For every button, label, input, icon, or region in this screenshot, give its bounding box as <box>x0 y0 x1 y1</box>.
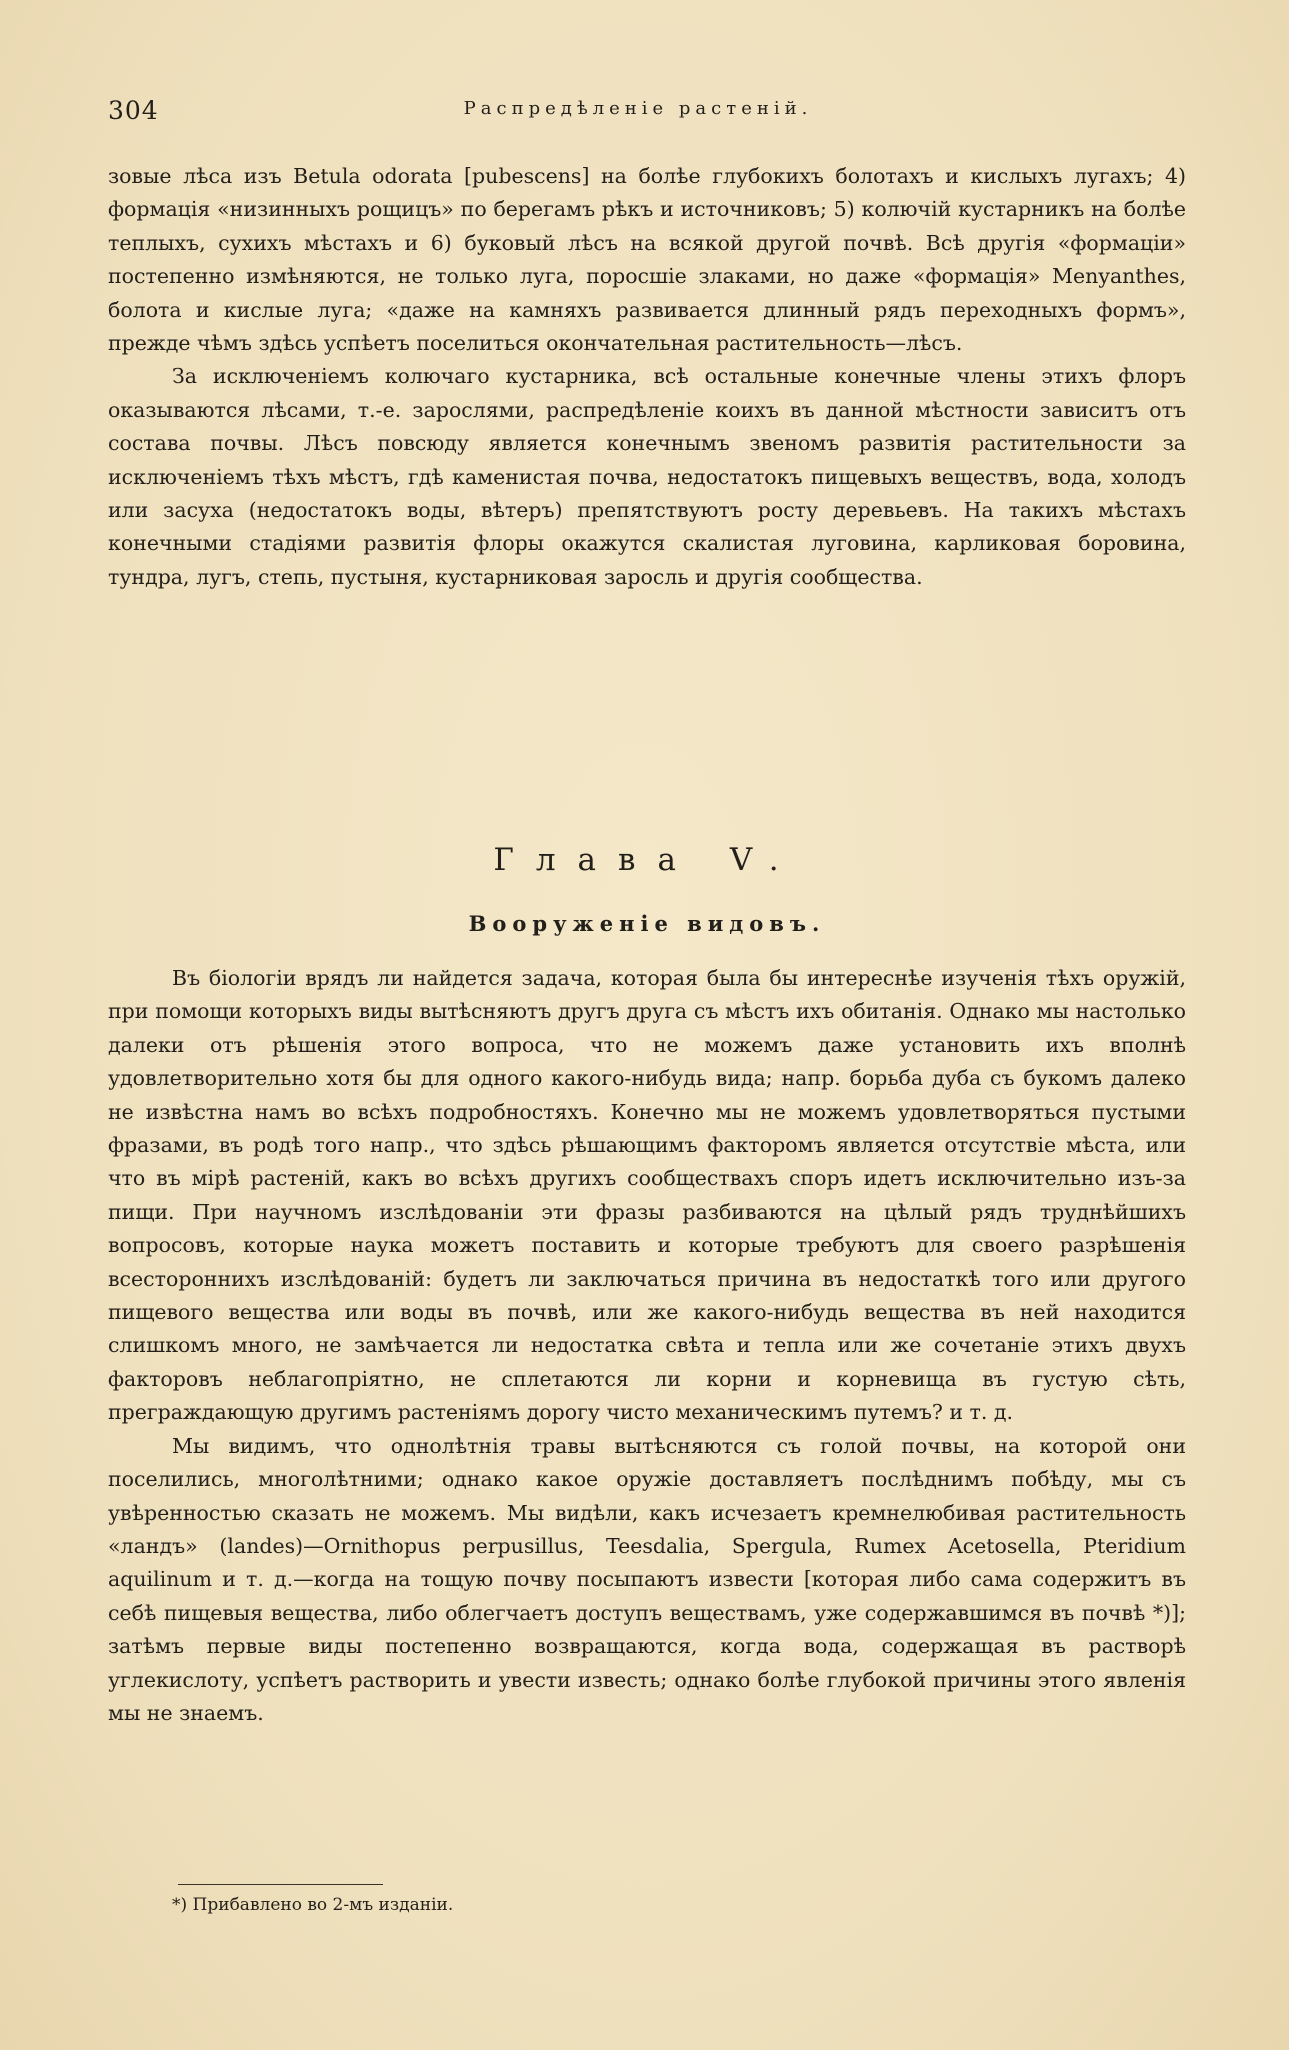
paragraph: Въ біологіи врядъ ли найдется задача, которая была бы интереснѣе изученія тѣхъ оружій, при помощи которыхъ виды вытѣсняютъ другъ друга съ мѣстъ ихъ обитанія. Однако мы настолько далеки отъ рѣшенія этого вопроса, что не можемъ даже установить ихъ вполнѣ удовлетворительно хотя бы для одного какого-нибудь вида; напр. борьба дуба съ букомъ далеко не извѣстна намъ во всѣхъ подробностяхъ. Конечно мы не можемъ удовлетворяться пустыми фразами, въ родѣ того напр., что здѣсь рѣшающимъ факторомъ является отсутствіе мѣста, или что въ мірѣ растеній, какъ во всѣхъ другихъ сообществахъ споръ идетъ исключительно изъ-за пищи. При научномъ изслѣдованіи эти фразы разбиваются на цѣлый рядъ труднѣйшихъ вопросовъ, которые наука можетъ поставить и которые требуютъ для своего разрѣшенія всестороннихъ изслѣдованій: будетъ ли заключаться причина въ недостаткѣ того или другого пищевого вещества или воды въ почвѣ, или же какого-нибудь вещества въ ней находится слишкомъ много, не замѣчается ли недостатка свѣта и тепла или же сочетаніе этихъ двухъ факторовъ неблагопріятно, не сплетаются ли корни и корневища въ густую сѣть, преграждающую другимъ растеніямъ дорогу чисто механическимъ путемъ? и т. д. <box>108 966 1186 1425</box>
footnote-divider <box>178 1884 383 1885</box>
footnote: *) Прибавлено во 2-мъ изданіи. <box>172 1895 454 1915</box>
page-number: 304 <box>108 96 159 125</box>
text-block-top <box>108 160 1186 594</box>
paragraph-continued: зовые лѣса изъ Betula odorata [pubescens] на болѣе глубокихъ болотахъ и кислыхъ лугахъ; 4) формація «низинныхъ рощицъ» по берегамъ рѣкъ и источниковъ; 5) колючій кустарникъ на болѣе теплыхъ, сухихъ мѣстахъ и 6) буковый лѣсъ на всякой другой почвѣ. Всѣ другія «формаціи» постепенно измѣняются, не только луга, поросшіе злаками, но даже «формація» Menyanthes, болота и кислые луга; «даже на камняхъ развивается длинный рядъ переходныхъ формъ», прежде чѣмъ здѣсь успѣетъ поселиться окончательная растительность—лѣсъ. <box>108 164 1186 356</box>
running-title: Распредѣленіе растеній. <box>463 98 813 119</box>
chapter-subtitle: Вооруженіе видовъ. <box>468 911 826 936</box>
text-block-chapter <box>108 962 1186 1730</box>
paragraph: Мы видимъ, что однолѣтнія травы вытѣсняются съ голой почвы, на которой они поселились, многолѣтними; однако какое оружіе доставляетъ послѣднимъ побѣду, мы съ увѣренностью сказать не можемъ. Мы видѣли, какъ исчезаетъ кремнелюбивая растительность «ландъ» (landes)—Ornithopus perpusillus, Teesdalia, Spergula, Rumex Acetosella, Pteridium aquilinum и т. д.—когда на тощую почву посыпаютъ извести [которая либо сама содержитъ въ себѣ пищевыя вещества, либо облегчаетъ доступъ веществамъ, уже содержавшимся въ почвѣ *)]; затѣмъ первые виды постепенно возвращаются, когда вода, содержащая въ растворѣ углекислоту, успѣетъ растворить и увести известь; однако болѣе глубокой причины этого явленія мы не знаемъ. <box>108 1433 1186 1725</box>
paragraph: За исключеніемъ колючаго кустарника, всѣ остальные конечные члены этихъ флоръ оказываются лѣсами, т.-е. зарослями, распредѣленіе коихъ въ данной мѣстности зависитъ отъ состава почвы. Лѣсъ повсюду является конечнымъ звеномъ развитія растительности за исключеніемъ тѣхъ мѣстъ, гдѣ каменистая почва, недостатокъ пищевыхъ веществъ, вода, холодъ или засуха (недостатокъ воды, вѣтеръ) препятствуютъ росту деревьевъ. На такихъ мѣстахъ конечными стадіями развитія флоры окажутся скалистая луговина, карликовая боровина, тундра, лугъ, степь, пустыня, кустарниковая заросль и другія сообщества. <box>108 364 1186 589</box>
page-header <box>108 96 1168 132</box>
chapter-title: Глава V. <box>493 842 801 878</box>
